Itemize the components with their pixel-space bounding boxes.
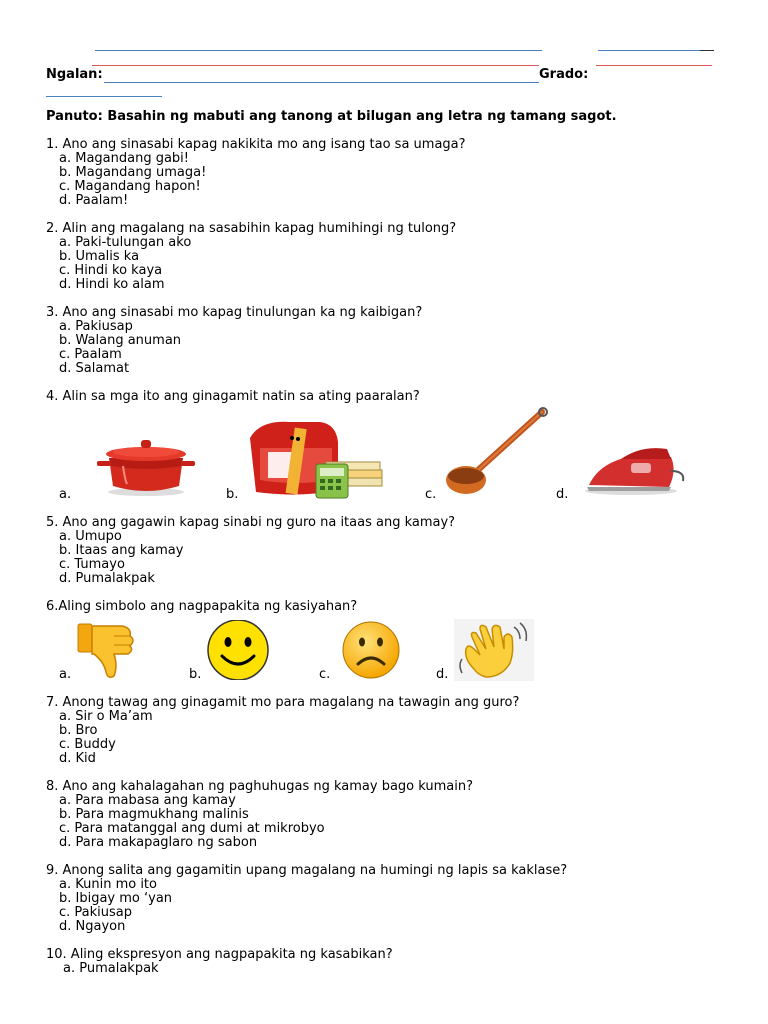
question-7 — [46, 696, 519, 766]
header-underline-blue-1 — [95, 50, 542, 51]
grade-field-line[interactable] — [46, 96, 162, 97]
option-a[interactable]: a. Pakiusap — [59, 319, 133, 334]
question-5 — [46, 516, 455, 586]
name-field-line[interactable] — [104, 82, 539, 83]
question-9 — [46, 864, 567, 934]
image-option-c-label[interactable]: c. — [425, 487, 437, 502]
question-text: 7. Anong tawag ang ginagamit mo para magalang na tawagin ang guro? — [46, 695, 520, 710]
option-c[interactable]: c. Tumayo — [59, 557, 125, 572]
option-b[interactable]: b. Ibigay mo ‘yan — [59, 891, 173, 906]
question-text: 1. Ano ang sinasabi kapag nakikita mo ang isang tao sa umaga? — [46, 137, 466, 152]
option-d[interactable]: d. Paalam! — [59, 193, 129, 208]
option-c[interactable]: c. Para matanggal ang dumi at mikrobyo — [59, 821, 325, 836]
option-b[interactable]: b. Umalis ka — [59, 249, 140, 264]
option-c[interactable]: c. Hindi ko kaya — [59, 263, 163, 278]
option-a[interactable]: a. Magandang gabi! — [59, 151, 190, 166]
question-text: 5. Ano ang gagawin kapag sinabi ng guro na itaas ang kamay? — [46, 515, 456, 530]
image-option-a-label[interactable]: a. — [59, 667, 72, 682]
ladle-icon[interactable] — [442, 406, 550, 500]
option-c[interactable]: c. Paalam — [59, 347, 122, 362]
option-a[interactable]: a. Para mabasa ang kamay — [59, 793, 236, 808]
question-text: 8. Ano ang kahalagahan ng paghuhugas ng kamay bago kumain? — [46, 779, 474, 794]
option-d[interactable]: d. Pumalakpak — [59, 571, 155, 586]
clothes-iron-icon[interactable] — [571, 441, 691, 499]
cooking-pot-icon[interactable] — [75, 430, 217, 500]
school-bag-books-icon[interactable] — [240, 418, 385, 500]
image-option-b-label[interactable]: b. — [226, 487, 239, 502]
option-a[interactable]: a. Paki-tulungan ako — [59, 235, 192, 250]
smiley-face-icon[interactable] — [206, 620, 270, 680]
option-b[interactable]: b. Bro — [59, 723, 98, 738]
grade-label: Grado: — [539, 67, 589, 82]
image-option-d-label[interactable]: d. — [436, 667, 449, 682]
header-underline-dark — [700, 50, 714, 51]
image-option-c-label[interactable]: c. — [319, 667, 331, 682]
question-text: 10. Aling ekspresyon ang nagpapakita ng kasabikan? — [46, 947, 393, 962]
waving-hand-icon[interactable] — [454, 619, 534, 681]
option-c[interactable]: c. Pakiusap — [59, 905, 133, 920]
option-c[interactable]: c. Magandang hapon! — [59, 179, 201, 194]
option-d[interactable]: d. Ngayon — [59, 919, 126, 934]
image-option-b-label[interactable]: b. — [189, 667, 202, 682]
option-b[interactable]: b. Para magmukhang malinis — [59, 807, 249, 822]
header-underline-blue-2 — [598, 50, 700, 51]
option-a[interactable]: a. Umupo — [59, 529, 122, 544]
question-3 — [46, 306, 422, 376]
question-text: 9. Anong salita ang gagamitin upang magalang na humingi ng lapis sa kaklase? — [46, 863, 568, 878]
name-label: Ngalan: — [46, 67, 103, 82]
question-text: 3. Ano ang sinasabi mo kapag tinulungan ka ng kaibigan? — [46, 305, 423, 320]
header-underline-red-2 — [596, 65, 712, 66]
option-a[interactable]: a. Sir o Ma’am — [59, 709, 153, 724]
option-c[interactable]: c. Buddy — [59, 737, 116, 752]
question-2 — [46, 222, 456, 292]
question-text: 6.Aling simbolo ang nagpapakita ng kasiyahan? — [46, 599, 358, 614]
option-d[interactable]: d. Para makapaglaro ng sabon — [59, 835, 258, 850]
option-a[interactable]: a. Kunin mo ito — [59, 877, 157, 892]
question-8 — [46, 780, 473, 850]
question-text: 4. Alin sa mga ito ang ginagamit natin sa ating paaralan? — [46, 389, 420, 404]
option-d[interactable]: d. Kid — [59, 751, 96, 766]
option-a[interactable]: a. Pumalakpak — [63, 961, 159, 976]
question-text: 2. Alin ang magalang na sasabihin kapag humihingi ng tulong? — [46, 221, 457, 236]
question-4 — [46, 390, 420, 404]
option-d[interactable]: d. Hindi ko alam — [59, 277, 165, 292]
instructions: Panuto: Basahin ng mabuti ang tanong at bilugan ang letra ng tamang sagot. — [46, 109, 617, 124]
option-b[interactable]: b. Itaas ang kamay — [59, 543, 184, 558]
question-6 — [46, 600, 357, 614]
sad-face-icon[interactable] — [340, 620, 402, 680]
thumbs-down-icon[interactable] — [74, 618, 140, 684]
image-option-d-label[interactable]: d. — [556, 487, 569, 502]
question-1 — [46, 138, 466, 208]
image-option-a-label[interactable]: a. — [59, 487, 72, 502]
question-10 — [46, 948, 393, 976]
option-d[interactable]: d. Salamat — [59, 361, 130, 376]
option-b[interactable]: b. Magandang umaga! — [59, 165, 207, 180]
option-b[interactable]: b. Walang anuman — [59, 333, 182, 348]
header-underline-red-1 — [92, 65, 539, 66]
